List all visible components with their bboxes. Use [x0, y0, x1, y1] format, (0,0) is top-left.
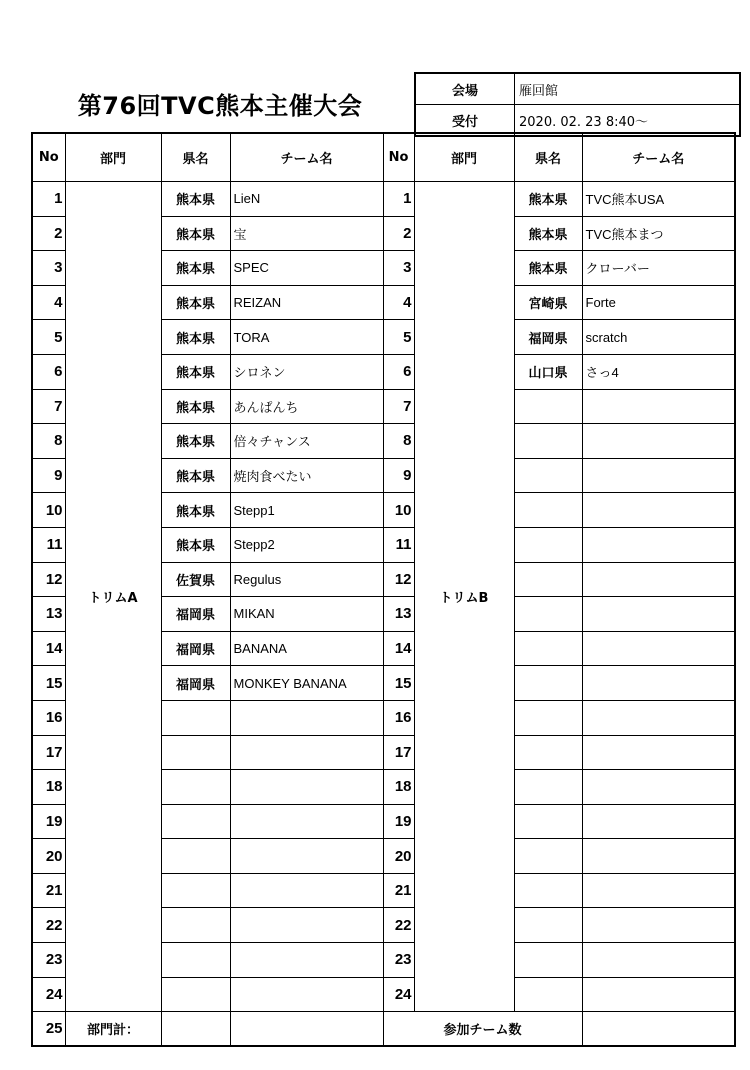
team-name-right — [582, 424, 735, 459]
prefecture-right — [514, 527, 582, 562]
team-name-left — [230, 977, 383, 1012]
team-name-left — [230, 700, 383, 735]
prefecture-right — [514, 735, 582, 770]
prefecture-right — [514, 873, 582, 908]
prefecture-left: 熊本県 — [161, 182, 230, 217]
team-name-right — [582, 631, 735, 666]
team-name-right — [582, 943, 735, 978]
prefecture-right — [514, 666, 582, 701]
prefecture-left — [161, 977, 230, 1012]
row-no-left: 8 — [32, 424, 65, 459]
row-no-right: 16 — [383, 700, 414, 735]
row-no-right: 5 — [383, 320, 414, 355]
header-division: 部門 — [414, 133, 514, 182]
prefecture-right — [514, 562, 582, 597]
prefecture-right — [514, 700, 582, 735]
row-no-left: 3 — [32, 251, 65, 286]
prefecture-left: 熊本県 — [161, 354, 230, 389]
prefecture-right: 福岡県 — [514, 320, 582, 355]
row-no-left: 13 — [32, 597, 65, 632]
row-no-right: 15 — [383, 666, 414, 701]
team-name-left: Regulus — [230, 562, 383, 597]
prefecture-right — [514, 458, 582, 493]
header-division: 部門 — [65, 133, 161, 182]
prefecture-left: 熊本県 — [161, 527, 230, 562]
venue-label: 会場 — [415, 73, 515, 105]
team-name-left: SPEC — [230, 251, 383, 286]
prefecture-left: 熊本県 — [161, 320, 230, 355]
team-name-left: BANANA — [230, 631, 383, 666]
header-row — [32, 133, 735, 182]
header-prefecture: 県名 — [514, 133, 582, 182]
team-name-right — [582, 735, 735, 770]
prefecture-left: 福岡県 — [161, 597, 230, 632]
prefecture-right — [514, 839, 582, 874]
prefecture-right: 宮崎県 — [514, 285, 582, 320]
prefecture-left: 佐賀県 — [161, 562, 230, 597]
row-no-left: 20 — [32, 839, 65, 874]
team-name-right: Forte — [582, 285, 735, 320]
team-name-left: シロネン — [230, 354, 383, 389]
row-no-left: 22 — [32, 908, 65, 943]
team-name-left: LieN — [230, 182, 383, 217]
row-no-left: 6 — [32, 354, 65, 389]
team-name-left — [230, 839, 383, 874]
prefecture-left: 熊本県 — [161, 458, 230, 493]
division-total-label: 部門計： — [65, 1012, 161, 1047]
prefecture-right — [514, 977, 582, 1012]
header-no: No — [32, 133, 65, 182]
division-total-pref — [161, 1012, 230, 1047]
row-no-left: 23 — [32, 943, 65, 978]
team-name-right — [582, 389, 735, 424]
prefecture-left — [161, 700, 230, 735]
division-left: トリムA — [65, 182, 161, 1012]
prefecture-right — [514, 770, 582, 805]
team-name-right: TVC熊本USA — [582, 182, 735, 217]
team-name-right: scratch — [582, 320, 735, 355]
row-no-left: 14 — [32, 631, 65, 666]
team-name-left — [230, 804, 383, 839]
row-no-right: 11 — [383, 527, 414, 562]
prefecture-right — [514, 943, 582, 978]
info-table — [414, 72, 741, 137]
team-name-left: MIKAN — [230, 597, 383, 632]
division-right: トリムB — [414, 182, 514, 1012]
prefecture-right — [514, 493, 582, 528]
prefecture-left: 熊本県 — [161, 251, 230, 286]
division-total-value — [230, 1012, 383, 1047]
row-no-left: 4 — [32, 285, 65, 320]
row-no-left: 5 — [32, 320, 65, 355]
prefecture-left: 熊本県 — [161, 285, 230, 320]
row-no-right: 24 — [383, 977, 414, 1012]
team-name-right: クローバー — [582, 251, 735, 286]
prefecture-right — [514, 389, 582, 424]
row-no-left: 21 — [32, 873, 65, 908]
row-no-right: 23 — [383, 943, 414, 978]
prefecture-right: 熊本県 — [514, 182, 582, 217]
team-name-left — [230, 908, 383, 943]
participants-label: 参加チーム数 — [383, 1012, 582, 1047]
row-no-right: 8 — [383, 424, 414, 459]
team-name-right — [582, 527, 735, 562]
team-name-left — [230, 943, 383, 978]
prefecture-left — [161, 735, 230, 770]
prefecture-left: 熊本県 — [161, 493, 230, 528]
team-name-right — [582, 804, 735, 839]
row-no-right: 3 — [383, 251, 414, 286]
row-no-left: 9 — [32, 458, 65, 493]
row-no-right: 7 — [383, 389, 414, 424]
prefecture-left: 福岡県 — [161, 631, 230, 666]
prefecture-left: 福岡県 — [161, 666, 230, 701]
prefecture-right: 山口県 — [514, 354, 582, 389]
team-name-left: Stepp2 — [230, 527, 383, 562]
team-name-right — [582, 597, 735, 632]
page-title: 第76回TVC熊本主催大会 — [77, 92, 363, 120]
row-no-left: 19 — [32, 804, 65, 839]
prefecture-left — [161, 908, 230, 943]
row-no-left: 17 — [32, 735, 65, 770]
row-no-left: 2 — [32, 216, 65, 251]
team-name-left: あんぱんち — [230, 389, 383, 424]
header-prefecture: 県名 — [161, 133, 230, 182]
team-name-left — [230, 873, 383, 908]
team-name-right — [582, 666, 735, 701]
venue-row — [415, 73, 740, 105]
row-no-right: 10 — [383, 493, 414, 528]
prefecture-right: 熊本県 — [514, 216, 582, 251]
team-name-right — [582, 770, 735, 805]
participants-value — [582, 1012, 735, 1047]
row-no-right: 12 — [383, 562, 414, 597]
team-name-left: 倍々チャンス — [230, 424, 383, 459]
reception-value: 2020. 02. 23 8:40～ — [515, 105, 741, 137]
prefecture-left: 熊本県 — [161, 389, 230, 424]
row-no-right: 9 — [383, 458, 414, 493]
team-name-right — [582, 839, 735, 874]
prefecture-right — [514, 597, 582, 632]
table-row — [32, 182, 735, 217]
header-team: チーム名 — [230, 133, 383, 182]
prefecture-left — [161, 839, 230, 874]
entry-rows — [32, 182, 735, 1012]
prefecture-left: 熊本県 — [161, 424, 230, 459]
entry-table — [31, 132, 736, 1047]
row-no-right: 2 — [383, 216, 414, 251]
team-name-right — [582, 977, 735, 1012]
row-no-left: 24 — [32, 977, 65, 1012]
footer-no: 25 — [32, 1012, 65, 1047]
row-no-right: 14 — [383, 631, 414, 666]
prefecture-right — [514, 631, 582, 666]
row-no-left: 1 — [32, 182, 65, 217]
team-name-right — [582, 873, 735, 908]
header-no: No — [383, 133, 414, 182]
row-no-left: 18 — [32, 770, 65, 805]
row-no-right: 22 — [383, 908, 414, 943]
header-team: チーム名 — [582, 133, 735, 182]
row-no-right: 1 — [383, 182, 414, 217]
team-name-right — [582, 458, 735, 493]
prefecture-right — [514, 804, 582, 839]
prefecture-left — [161, 943, 230, 978]
row-no-left: 16 — [32, 700, 65, 735]
reception-label: 受付 — [415, 105, 515, 137]
row-no-right: 17 — [383, 735, 414, 770]
team-name-right — [582, 493, 735, 528]
row-no-right: 19 — [383, 804, 414, 839]
team-name-left: 宝 — [230, 216, 383, 251]
venue-value: 雁回館 — [515, 73, 741, 105]
team-name-left: REIZAN — [230, 285, 383, 320]
team-name-right — [582, 562, 735, 597]
prefecture-left — [161, 873, 230, 908]
row-no-right: 18 — [383, 770, 414, 805]
team-name-left: 焼肉食べたい — [230, 458, 383, 493]
team-name-left — [230, 770, 383, 805]
team-name-left — [230, 735, 383, 770]
team-name-right — [582, 700, 735, 735]
team-name-right — [582, 908, 735, 943]
prefecture-right — [514, 908, 582, 943]
row-no-right: 21 — [383, 873, 414, 908]
row-no-left: 11 — [32, 527, 65, 562]
team-name-right: さっ4 — [582, 354, 735, 389]
team-name-right: TVC熊本まつ — [582, 216, 735, 251]
row-no-right: 4 — [383, 285, 414, 320]
row-no-right: 6 — [383, 354, 414, 389]
footer-row — [32, 1012, 735, 1047]
row-no-right: 20 — [383, 839, 414, 874]
prefecture-right: 熊本県 — [514, 251, 582, 286]
row-no-left: 12 — [32, 562, 65, 597]
row-no-left: 7 — [32, 389, 65, 424]
team-name-left: Stepp1 — [230, 493, 383, 528]
prefecture-left — [161, 804, 230, 839]
prefecture-right — [514, 424, 582, 459]
prefecture-left: 熊本県 — [161, 216, 230, 251]
team-name-left: TORA — [230, 320, 383, 355]
prefecture-left — [161, 770, 230, 805]
team-name-left: MONKEY BANANA — [230, 666, 383, 701]
row-no-left: 10 — [32, 493, 65, 528]
row-no-left: 15 — [32, 666, 65, 701]
row-no-right: 13 — [383, 597, 414, 632]
